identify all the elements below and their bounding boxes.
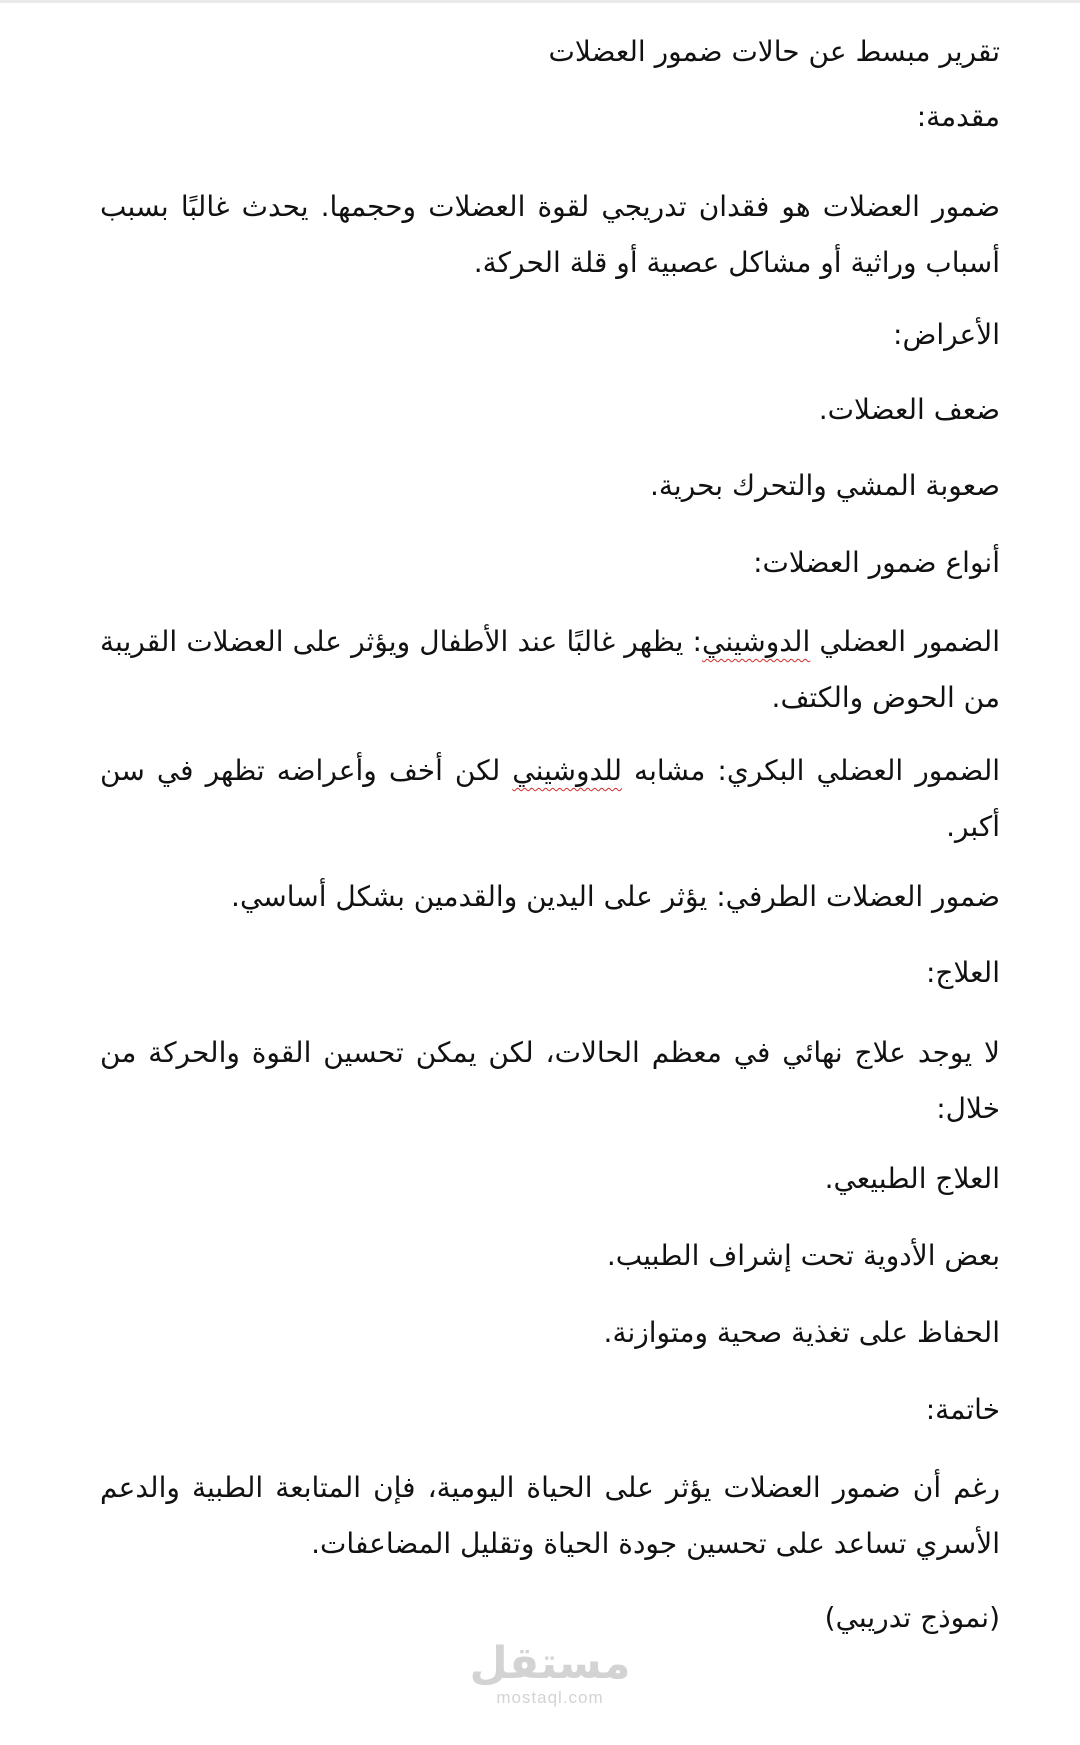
type-text: لكن أخف وأعراضه تظهر في سن أكبر. bbox=[100, 754, 1000, 843]
document-page bbox=[100, 0, 1000, 1745]
symptom-item: ضعف العضلات. bbox=[818, 393, 1000, 426]
treatment-item: بعض الأدوية تحت إشراف الطبيب. bbox=[606, 1239, 1000, 1272]
spellcheck-flagged-word: الدوشيني bbox=[702, 625, 811, 658]
conclusion-paragraph: رغم أن ضمور العضلات يؤثر على الحياة اليومية، فإن المتابعة الطبية والدعم الأسري تساعد على تحسين جودة الحياة وتقليل المضاعفات. bbox=[100, 1471, 1000, 1560]
treatment-intro: لا يوجد علاج نهائي في معظم الحالات، لكن يمكن تحسين القوة والحركة من خلال: bbox=[100, 1036, 1000, 1125]
conclusion-heading: خاتمة: bbox=[925, 1393, 1000, 1426]
symptoms-heading: الأعراض: bbox=[893, 318, 1000, 351]
intro-heading: مقدمة: bbox=[916, 100, 1000, 133]
type-text: الضمور العضلي bbox=[810, 625, 1000, 658]
type-text: : يظهر غالبًا عند الأطفال ويؤثر على العضلات القريبة من الحوض والكتف. bbox=[100, 625, 1000, 714]
treatment-item: العلاج الطبيعي. bbox=[824, 1162, 1000, 1195]
types-heading: أنواع ضمور العضلات: bbox=[753, 546, 1000, 579]
type-item-distal: ضمور العضلات الطرفي: يؤثر على اليدين والقدمين بشكل أساسي. bbox=[231, 880, 1000, 913]
treatment-heading: العلاج: bbox=[925, 956, 1000, 989]
spellcheck-flagged-word: للدوشيني bbox=[512, 754, 623, 787]
watermark-domain: mostaql.com bbox=[496, 1688, 604, 1707]
training-note: (نموذج تدريبي) bbox=[824, 1601, 1000, 1634]
symptom-item: صعوبة المشي والتحرك بحرية. bbox=[650, 469, 1000, 502]
watermark-logo-text: مستقل bbox=[469, 1638, 631, 1689]
mostaql-watermark bbox=[460, 1640, 640, 1708]
type-text: الضمور العضلي البكري: مشابه bbox=[622, 754, 1000, 787]
intro-paragraph: ضمور العضلات هو فقدان تدريجي لقوة العضلات وحجمها. يحدث غالبًا بسبب أسباب وراثية أو مشاكل عصبية أو قلة الحركة. bbox=[100, 190, 1000, 279]
treatment-item: الحفاظ على تغذية صحية ومتوازنة. bbox=[603, 1316, 1000, 1349]
type-item-becker bbox=[100, 743, 1000, 855]
document-title: تقرير مبسط عن حالات ضمور العضلات bbox=[548, 35, 1000, 68]
type-item-duchenne bbox=[100, 614, 1000, 726]
